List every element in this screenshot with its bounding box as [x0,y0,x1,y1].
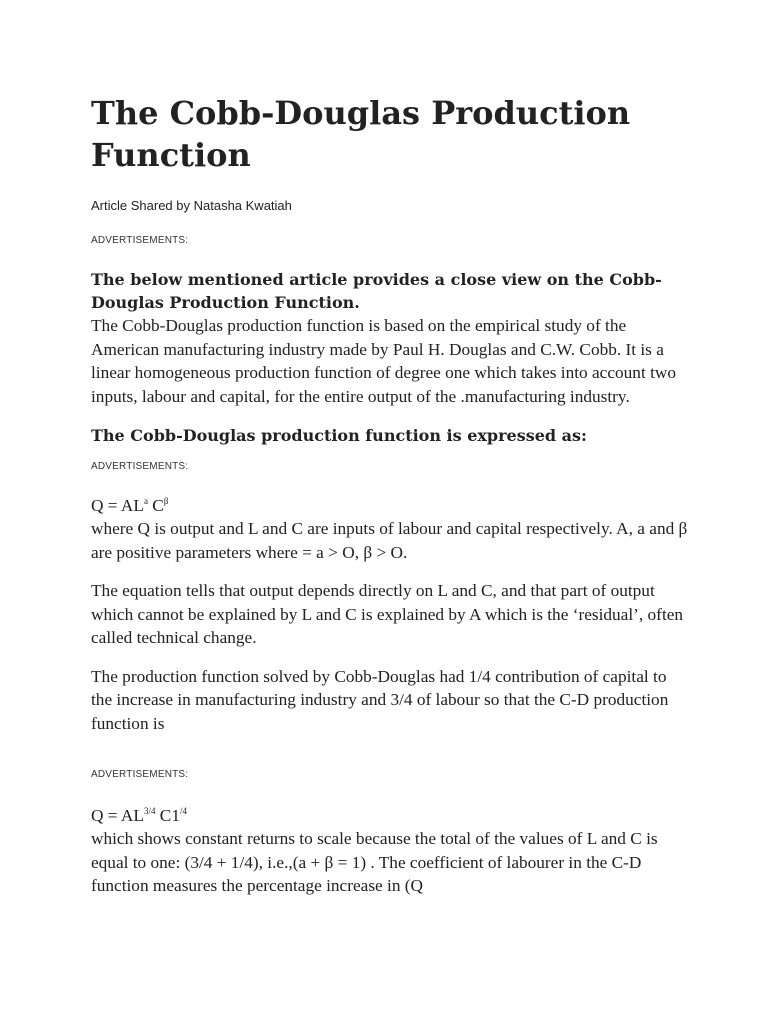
solved-paragraph: The production function solved by Cobb-Douglas had 1/4 contribution of capital to the increase in manufacturing industry and 3/4 of labour so that the C-D production function is [91,666,669,733]
equation-paragraph: The equation tells that output depends directly on L and C, and that part of output which cannot be explained by L and C is explained by A which is the ‘residual’, often called technical change. [91,581,684,647]
formula-2-base: Q = AL [91,806,144,825]
formula-1 [91,494,691,517]
formula-1-mid: C [147,496,164,515]
formula-2-explanation: which shows constant returns to scale because the total of the values of L and C is equal to one: (3/4 + 1/4), i.e.,(a + β = 1) . The coefficient of labourer in the C-D function measures the percentage increase in (Q [91,829,658,895]
ad-label-3: ADVERTISEMENTS: [91,769,189,780]
formula-2-exponent-capital: /4 [179,806,187,816]
intro-paragraph: The Cobb-Douglas production function is based on the empirical study of the American manufacturing industry made by Paul H. Douglas and C.W. Cobb. It is a linear homogeneous production function of degree one which takes into account two inputs, labour and capital, for the entire output of the .manufacturing industry. [91,316,676,406]
article-byline: Article Shared by Natasha Kwatiah [91,198,292,213]
formula-2 [91,804,691,827]
section-subhead: The Cobb-Douglas production function is expressed as: [91,426,587,445]
formula-1-exponent-beta: β [163,496,169,506]
formula-1-exponent-a: a [143,496,148,506]
article-title: The Cobb-Douglas Production Function [91,94,631,174]
article-lead: The below mentioned article provides a close view on the Cobb-Douglas Production Function. [91,270,662,312]
article [91,92,691,898]
formula-1-base: Q = AL [91,496,144,515]
formula-2-exponent-labour: 3/4 [143,806,156,816]
formula-1-explanation: where Q is output and L and C are inputs of labour and capital respectively. A, a and β are positive parameters where = a > O, β > O. [91,519,688,562]
formula-2-mid: C1 [155,806,180,825]
ad-label-2: ADVERTISEMENTS: [91,461,189,472]
ad-label-1: ADVERTISEMENTS: [91,235,189,246]
